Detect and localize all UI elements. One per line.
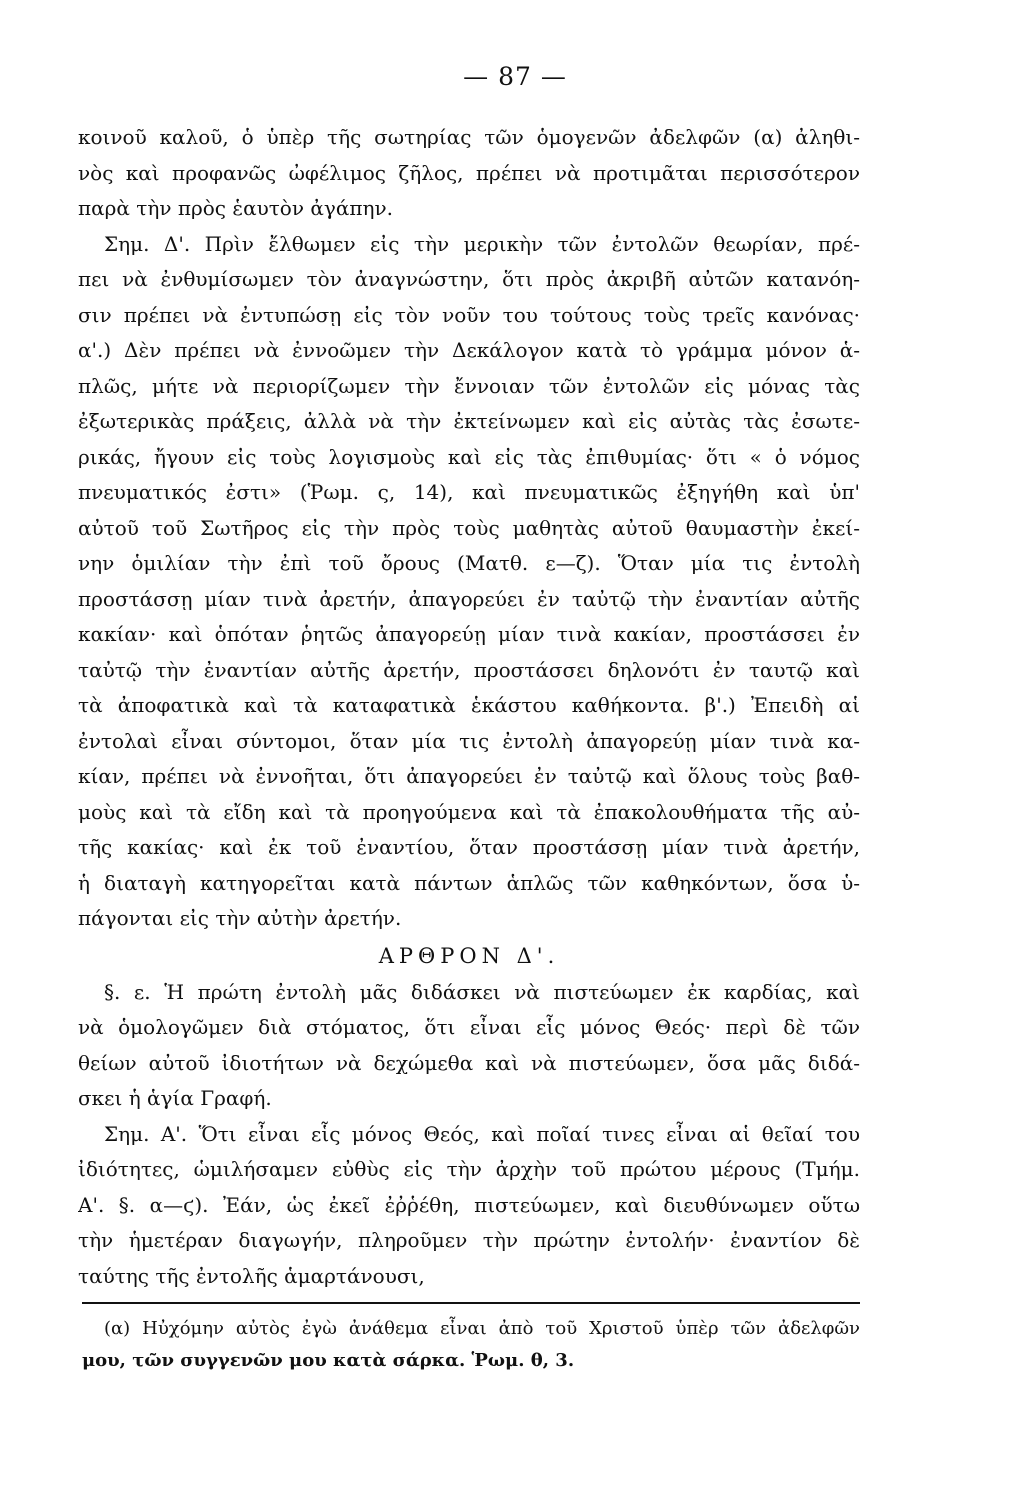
footnote-line: (α) Ηὐχόμην αὐτὸς ἐγὼ ἀνάθεμα εἶναι ἀπὸ τοῦ Χριστοῦ ὑπὲρ τῶν ἀδελφῶν (104, 1318, 860, 1339)
text-line: προστάσσῃ μίαν τινὰ ἀρετήν, ἀπαγορεύει ἐν ταὐτῷ τὴν ἐναντίαν αὐτῆς (78, 586, 860, 611)
footnote (82, 1313, 860, 1377)
text-line: πνευματικός ἐστι» (Ῥωμ. ς, 14), καὶ πνευματικῶς ἐξηγήθη καὶ ὑπ' (78, 480, 860, 504)
text-line: Σημ. Δ'. Πρὶν ἔλθωμεν εἰς τὴν μερικὴν τῶν ἐντολῶν θεωρίαν, πρέ- (104, 231, 860, 256)
text-line: ἐντολαὶ εἶναι σύντομοι, ὅταν μία τις ἐντολὴ ἀπαγορεύῃ μίαν τινὰ κα- (78, 728, 860, 753)
text-line: νὸς καὶ προφανῶς ὠφέλιμος ζῆλος, πρέπει νὰ προτιμᾶται περισσότερον (78, 160, 860, 185)
text-line: νὰ ὁμολογῶμεν διὰ στόματος, ὅτι εἶναι εἷς μόνος Θεός· περὶ δὲ τῶν (78, 1015, 860, 1039)
text-line: μοὺς καὶ τὰ εἴδη καὶ τὰ προηγούμενα καὶ τὰ ἐπακολουθήματα τῆς αὐ- (78, 799, 860, 824)
text-line: νην ὁμιλίαν τὴν ἐπὶ τοῦ ὄρους (Ματθ. ε—ζ). Ὅταν μία τις ἐντολὴ (78, 551, 860, 575)
text-line: κίαν, πρέπει νὰ ἐννοῆται, ὅτι ἀπαγορεύει ἐν ταὐτῷ καὶ ὅλους τοὺς βαθ- (78, 764, 860, 788)
text-line: α'.) Δὲν πρέπει νὰ ἐννοῶμεν τὴν Δεκάλογον κατὰ τὸ γράμμα μόνον ἁ- (78, 338, 860, 362)
text-line: σιν πρέπει νὰ ἐντυπώσῃ εἰς τὸν νοῦν του τούτους τοὺς τρεῖς κανόνας· (78, 302, 860, 327)
body-text (78, 120, 860, 1294)
note-d-paragraph (78, 227, 860, 937)
text-line: πάγονται εἰς τὴν αὐτὴν ἀρετήν. (78, 906, 402, 930)
footnote-divider (82, 1302, 860, 1304)
section-heading: ΑΡΘΡΟΝ Δ'. (378, 943, 560, 968)
text-line: §. ε. Ἡ πρώτη ἐντολὴ μᾶς διδάσκει νὰ πιστεύωμεν ἐκ καρδίας, καὶ (104, 979, 860, 1004)
text-line: τὴν ἡμετέραν διαγωγήν, πληροῦμεν τὴν πρώτην ἐντολήν· ἐναντίον δὲ (78, 1228, 860, 1252)
text-line: ρικάς, ἤγουν εἰς τοὺς λογισμοὺς καὶ εἰς τὰς ἐπιθυμίας· ὅτι « ὁ νόμος (78, 444, 860, 469)
note-a-paragraph (78, 1117, 860, 1295)
text-line: τῆς κακίας· καὶ ἐκ τοῦ ἐναντίου, ὅταν προστάσσῃ μίαν τινὰ ἀρετήν, (78, 835, 860, 859)
text-line: κοινοῦ καλοῦ, ὁ ὑπὲρ τῆς σωτηρίας τῶν ὁμογενῶν ἀδελφῶν (α) ἀληθι- (78, 125, 860, 149)
text-line: ταύτης τῆς ἐντολῆς ἁμαρτάνουσι, (78, 1263, 425, 1288)
text-line: ἐξωτερικὰς πράξεις, ἀλλὰ νὰ τὴν ἐκτείνωμεν καὶ εἰς αὐτὰς τὰς ἐσωτε- (78, 409, 860, 433)
section-e-paragraph (78, 975, 860, 1117)
text-line: ἡ διαταγὴ κατηγορεῖται κατὰ πάντων ἁπλῶς τῶν καθηκόντων, ὅσα ὑ- (78, 870, 860, 895)
text-line: παρὰ τὴν πρὸς ἑαυτὸν ἀγάπην. (78, 196, 393, 220)
text-line: αὐτοῦ τοῦ Σωτῆρος εἰς τὴν πρὸς τοὺς μαθητὰς αὐτοῦ θαυμαστὴν ἐκεί- (78, 515, 860, 540)
text-line: Α'. §. α—ϛ). Ἐάν, ὡς ἐκεῖ ἐῤῥέθη, πιστεύωμεν, καὶ διευθύνωμεν οὕτω (78, 1192, 860, 1217)
text-line: πει νὰ ἐνθυμίσωμεν τὸν ἀναγνώστην, ὅτι πρὸς ἀκριβῆ αὐτῶν κατανόη- (78, 267, 860, 291)
text-line: ταὐτῷ τὴν ἐναντίαν αὐτῆς ἀρετήν, προστάσσει δηλονότι ἐν ταυτῷ καὶ (78, 657, 860, 682)
text-line: τὰ ἀποφατικὰ καὶ τὰ καταφατικὰ ἑκάστου καθήκοντα. β'.) Ἐπειδὴ αἱ (78, 693, 860, 717)
paragraph-continuation (78, 120, 860, 227)
text-line: ἰδιότητες, ὡμιλήσαμεν εὐθὺς εἰς τὴν ἀρχὴν τοῦ πρώτου μέρους (Τμήμ. (78, 1157, 860, 1181)
page-number: — 87 — (463, 62, 567, 91)
footnote-line: μου, τῶν συγγενῶν μου κατὰ σάρκα. Ῥωμ. θ, 3. (82, 1350, 575, 1371)
text-line: σκει ἡ ἁγία Γραφή. (78, 1086, 272, 1110)
text-line: θείων αὐτοῦ ἰδιοτήτων νὰ δεχώμεθα καὶ νὰ πιστεύωμεν, ὅσα μᾶς διδά- (78, 1050, 860, 1075)
text-line: πλῶς, μήτε νὰ περιορίζωμεν τὴν ἔννοιαν τῶν ἐντολῶν εἰς μόνας τὰς (78, 373, 860, 398)
text-line: κακίαν· καὶ ὁπόταν ῥητῶς ἀπαγορεύῃ μίαν τινὰ κακίαν, προστάσσει ἐν (78, 622, 860, 646)
text-line: Σημ. Α'. Ὅτι εἶναι εἷς μόνος Θεός, καὶ ποῖαί τινες εἶναι αἱ θεῖαί του (104, 1121, 860, 1146)
